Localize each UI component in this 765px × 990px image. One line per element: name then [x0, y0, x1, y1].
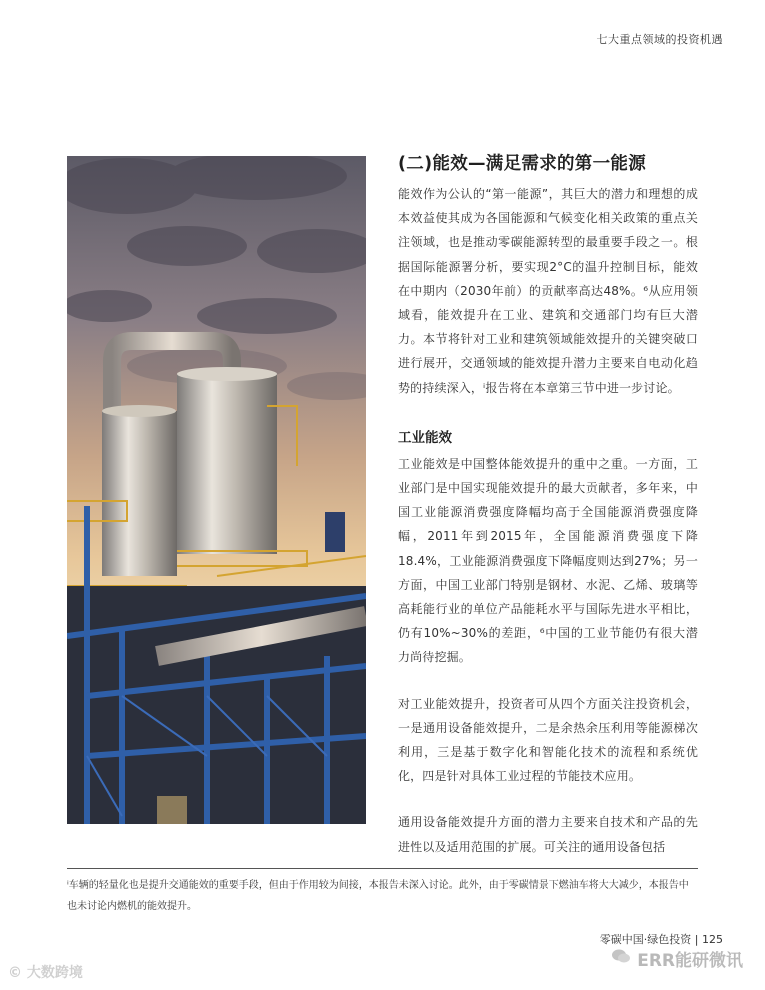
page-footer [600, 931, 723, 947]
general-equipment-paragraph: 通用设备能效提升方面的潜力主要来自技术和产品的先进性以及适用范围的扩展。可关注的通用设备包括 [398, 815, 698, 854]
investment-opportunities-paragraph: 对工业能效提升，投资者可从四个方面关注投资机会，一是通用设备能效提升，二是余热余压利用等能源梯次利用，三是基于数字化和智能化技术的流程和系统优化，四是针对具体工业过程的节能技术应用。 [398, 696, 698, 784]
main-text-column [398, 152, 698, 859]
page-separator: | [694, 933, 702, 946]
watermark-right-text: ERR能研微讯 [637, 951, 743, 971]
industrial-efficiency-paragraph: 工业能效是中国整体能效提升的重中之重。一方面，工业部门是中国实现能效提升的最大贡献者，多年来，中国工业能源消费强度降幅均高于全国能源消费强度降幅，2011年到2015年，全国能源消费强度下降18.4%，工业能源消费强度下降幅度则达到27%；另一方面，中国工业部门特别是钢材、水泥、乙烯、玻璃等高耗能行业的单位产品能耗水平与国际先进水平相比，仍有10%~30%的差距，⁶中国的工业节能仍有很大潜力尚待挖掘。 [398, 456, 698, 665]
book-title: 零碳中国·绿色投资 [599, 933, 692, 946]
subsection-title: 工业能效 [398, 429, 452, 446]
page-number: 125 [702, 933, 723, 946]
wechat-icon [611, 948, 631, 969]
intro-paragraph: 能效作为公认的“第一能源”，其巨大的潜力和理想的成本效益使其成为各国能源和气候变化相关政策的重点关注领域，也是推动零碳能源转型的最重要手段之一。根据国际能源署分析，要实现2°C的温升控制目标，能效在中期内（2030年前）的贡献率高达48%。⁶从应用领域看，能效提升在工业、建筑和交通部门均有巨大潜力。本节将针对工业和建筑领域能效提升的关键突破口进行展开，交通领域的能效提升潜力主要来自电动化趋势的持续深入，ⁱ报告将在本章第三节中进一步讨论。 [398, 187, 698, 395]
running-header: 七大重点领域的投资机遇 [596, 33, 723, 46]
section-title: (二)能效—满足需求的第一能源 [398, 154, 646, 174]
watermark-right [611, 946, 743, 971]
footnote-divider [67, 868, 698, 869]
footnote: ⁱ车辆的轻量化也是提升交通能效的重要手段，但由于作用较为间接，本报告未深入讨论。此外，由于零碳情景下燃油车将大大减少，本报告中也未讨论内燃机的能效提升。 [67, 880, 689, 912]
industrial-plant-photo [67, 156, 366, 824]
watermark-left: © 大数跨境 [8, 965, 83, 981]
